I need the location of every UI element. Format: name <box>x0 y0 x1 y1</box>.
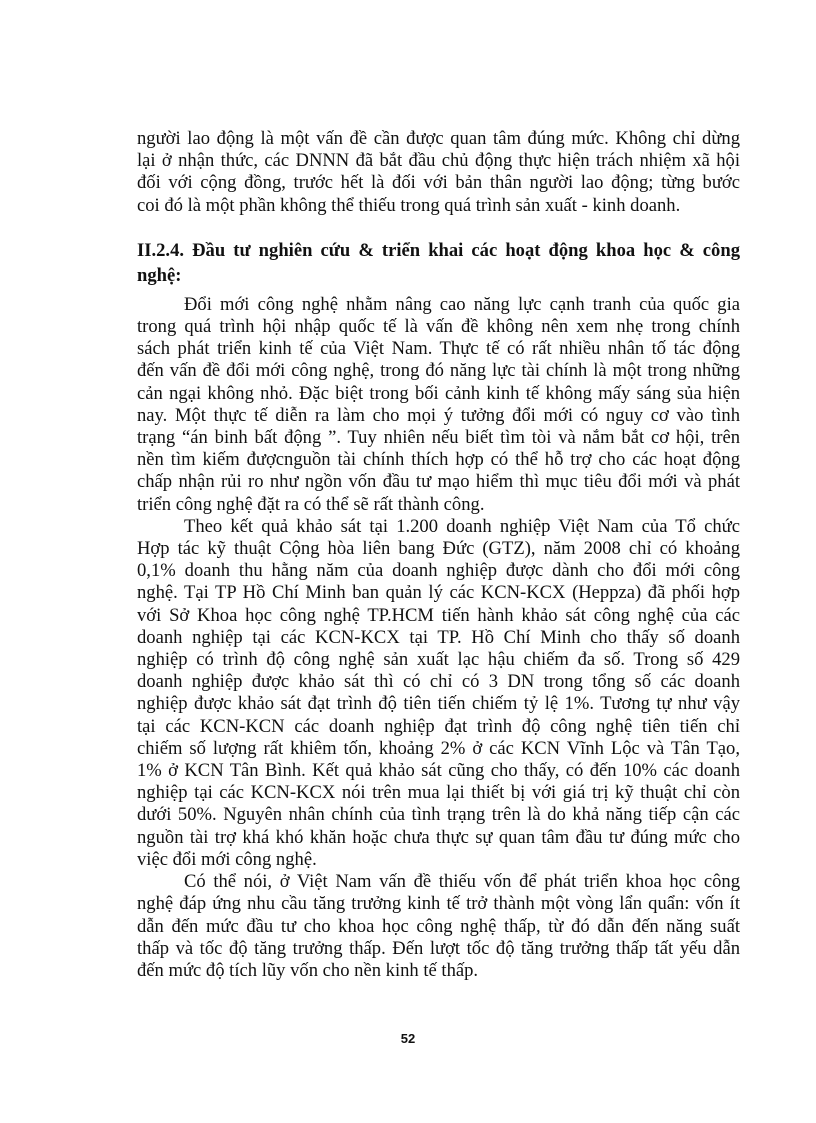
paragraph-2 <box>137 294 740 516</box>
paragraph-3-line: dưới 50%. Nguyên nhân chính của tình trạng trên là do khả năng tiếp cận các <box>137 804 740 826</box>
paragraph-3-line: với Sở Khoa học công nghệ TP.HCM tiến hành khảo sát công nghệ của các <box>137 604 740 626</box>
paragraph-2-line: nền tìm kiếm đượcnguồn tài chính thích hợp có thể hỗ trợ cho các hoạt động <box>137 449 740 471</box>
paragraph-2-line: chấp nhận rủi ro như ngồn vốn đầu tư mạo hiểm thì mục tiêu đổi mới và phát <box>137 471 740 493</box>
paragraph-4-line: Có thể nói, ở Việt Nam vấn đề thiếu vốn để phát triển khoa học công <box>184 871 740 893</box>
paragraph-3-line: nguồn tài trợ khá khó khăn hoặc chưa thực sự quan tâm đầu tư đúng mức cho <box>137 826 740 848</box>
paragraph-4 <box>137 871 740 982</box>
paragraph-3-line: chiếm số lượng rất khiêm tốn, khoảng 2% ở các KCN Vĩnh Lộc và Tân Tạo, <box>137 737 740 759</box>
paragraph-3-line: nghệ. Tại TP Hồ Chí Minh ban quản lý các KCN-KCX (Heppza) đã phối hợp <box>137 582 740 604</box>
paragraph-1-line: lại ở nhận thức, các DNNN đã bắt đầu chủ động thực hiện trách nhiệm xã hội <box>137 150 740 172</box>
paragraph-3-line: nghiệp được khảo sát đạt trình độ tiên tiến chiếm tỷ lệ 1%. Tương tự như vậy <box>137 693 740 715</box>
paragraph-2-line: Đổi mới công nghệ nhằm nâng cao năng lực cạnh tranh của quốc gia <box>184 293 740 315</box>
section-heading <box>137 238 740 288</box>
paragraph-2-line: nay. Một thực tế diễn ra làm cho mọi ý tưởng đổi mới có nguy cơ vào tình <box>137 404 740 426</box>
paragraph-2-line: sách phát triển kinh tế của Việt Nam. Thực tế có rất nhiều nhân tố tác động <box>137 338 740 360</box>
paragraph-4-line: thấp và tốc độ tăng trưởng thấp. Đến lượt tốc độ tăng trưởng thấp tất yếu dẫn <box>137 937 740 959</box>
paragraph-3-line: 1% ở KCN Tân Bình. Kết quả khảo sát cũng cho thấy, có đến 10% các doanh <box>137 760 740 782</box>
paragraph-4-line: dẫn đến mức đầu tư cho khoa học công nghệ thấp, từ đó dẫn đến năng suất <box>137 915 740 937</box>
paragraph-2-line: đến vấn đề đổi mới công nghệ, trong đó năng lực tài chính là một trong những <box>137 360 740 382</box>
paragraph-2-line: cản ngại không nhỏ. Đặc biệt trong bối cảnh kinh tế không mấy sáng sủa hiện <box>137 382 740 404</box>
section-heading-line: nghệ: <box>137 264 182 286</box>
document-page <box>137 128 740 982</box>
paragraph-1-line: người lao động là một vấn đề cần được quan tâm đúng mức. Không chỉ dừng <box>137 128 740 149</box>
page-number: 52 <box>400 1031 416 1046</box>
paragraph-4-line: nghệ đáp ứng nhu cầu tăng trưởng kinh tế trở thành một vòng lẩn quẩn: vốn ít <box>137 893 740 915</box>
paragraph-3-line: việc đổi mới công nghệ. <box>137 848 317 870</box>
paragraph-1 <box>137 128 740 217</box>
paragraph-3-line: nghiệp tại các KCN-KCX nói trên mua lại thiết bị với giá trị kỹ thuật chỉ còn <box>137 782 740 804</box>
paragraph-1-line: coi đó là một phần không thể thiếu trong quá trình sản xuất - kinh doanh. <box>137 194 681 216</box>
paragraph-3-line: tại các KCN-KCN các doanh nghiệp đạt trình độ công nghệ tiên tiến chỉ <box>137 715 740 737</box>
paragraph-2-line: trạng “án binh bất động ”. Tuy nhiên nếu biết tìm tòi và nắm bắt cơ hội, trên <box>137 427 740 449</box>
paragraph-3-line: 0,1% doanh thu hằng năm của doanh nghiệp được dành cho đổi mới công <box>137 560 740 582</box>
paragraph-4-line: đến mức độ tích lũy vốn cho nền kinh tế thấp. <box>137 959 479 981</box>
paragraph-3-line: doanh nghiệp tại các KCN-KCX tại TP. Hồ Chí Minh cho thấy số doanh <box>137 626 740 648</box>
paragraph-3-line: Hợp tác kỹ thuật Cộng hòa liên bang Đức (GTZ), năm 2008 chỉ có khoảng <box>137 538 740 560</box>
section-heading-line: II.2.4. Đầu tư nghiên cứu & triển khai các hoạt động khoa học & công <box>137 239 740 261</box>
paragraph-3-line: doanh nghiệp được khảo sát thì có chỉ có 3 DN trong tổng số các doanh <box>137 671 740 693</box>
paragraph-3-line: nghiệp có trình độ công nghệ sản xuất lạc hậu chiếm đa số. Trong số 429 <box>137 649 740 671</box>
paragraph-2-line: triển công nghệ đặt ra có thể sẽ rất thành công. <box>137 493 485 515</box>
paragraph-1-line: đối với cộng đồng, trước hết là đối với bản thân người lao động; từng bước <box>137 172 740 194</box>
paragraph-3 <box>137 516 740 871</box>
paragraph-3-line: Theo kết quả khảo sát tại 1.200 doanh nghiệp Việt Nam của Tổ chức <box>184 515 740 537</box>
paragraph-2-line: trong quá trình hội nhập quốc tế là vấn đề không nên xem nhẹ trong chính <box>137 316 740 338</box>
